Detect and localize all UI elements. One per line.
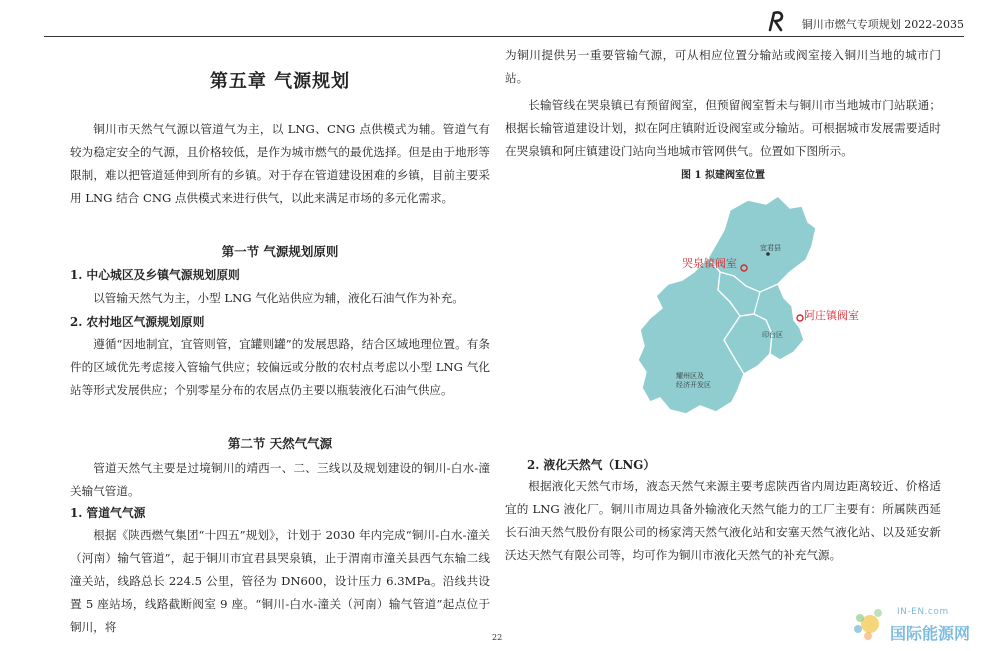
sub3-paragraph: 根据《陕西燃气集团“十四五”规划》，计划于 2030 年内完成“铜川-白水-潼关（河南）输气管道”，起于铜川市宜君县哭泉镇，止于渭南市潼关县西气东输二线潼关站，线路总长 224.5 公里，管径为 DN600，设计压力 6.3MPa。沿线共设置 5 座站场，线路截断阀室 9 座。“铜川-白水-潼关（河南）输气管道”起点位于铜川，将 [70,528,490,634]
sub3-title: 1. 管道气气源 [70,506,146,520]
sub2-paragraph: 遵循“因地制宜，宜管则管，宜罐则罐”的发展思路，结合区域地理位置。有条件的区域优先考虑接入管输气供应；较偏远或分散的农村点考虑以小型 LNG 气化站等形式发展供应；个别零星分布的农居点仍主要以瓶装液化石油气供应。 [70,337,490,397]
yintai-district-label: 印台区 [762,331,783,339]
watermark-url: IN-EN.com [897,607,949,617]
section1-title: 第一节 气源规划原则 [221,244,339,259]
intro-paragraph: 铜川市天然气气源以管道气为主，以 LNG、CNG 点供模式为辅。管道气有较为稳定安全的气源，且价格较低，是作为城市燃气的最优选择。但是由于地形等限制，难以把管道延伸到所有的乡镇。对于存在管道建设困难的乡镇，目前主要采用 LNG 结合 CNG 点供模式来进行供气，以此来满足市场的多元化需求。 [70,122,490,205]
azhuang-valve-label: 阿庄镇阀室 [804,309,859,322]
header-title: 铜川市燃气专项规划 2022-2035 [801,18,964,31]
watermark-brand: 国际能源网 [890,624,971,643]
section2-paragraph: 管道天然气主要是过境铜川的靖西一、二、三线以及规划建设的铜川-白水-潼关输气管道。 [70,461,490,498]
lng-title: 2. 液化天然气（LNG） [527,458,656,472]
sub1-title: 1. 中心城区及乡镇气源规划原则 [70,268,240,282]
figure-caption: 图 1 拟建阀室位置 [681,170,765,181]
section2-title: 第二节 天然气气源 [227,436,333,451]
yijun-county-label: 宜君县 [760,244,781,252]
chapter-title: 第五章 气源规划 [209,71,351,92]
kuquan-valve-label: 哭泉镇阀室 [682,257,737,270]
continued-paragraph: 为铜川提供另一重要管输气源，可从相应位置分输站或阀室接入铜川当地的城市门站。 [505,48,941,85]
yaozhou-district-label: 耀州区及 经济开发区 [676,372,711,389]
sub1-paragraph: 以管输天然气为主，小型 LNG 气化站供应为辅，液化石油气作为补充。 [93,291,464,305]
stylized-r-logo-icon [766,10,786,32]
azhuang-valve-marker [797,315,803,321]
lng-paragraph: 根据液化天然气市场，液态天然气来源主要考虑陕西省内周边距离较近、价格适宜的 LNG 液化厂。铜川市周边具备外输液化天然气能力的工厂主要有：所属陕西延长石油天然气股份有限公司的杨家湾天然气液化站和安塞天然气液化站、以及延安新沃达天然气有限公司等，均可作为铜川市液化天然气的补充气源。 [505,479,941,562]
sub2-title: 2. 农村地区气源规划原则 [70,315,205,329]
page-header [44,8,964,37]
pipeline-paragraph: 长输管线在哭泉镇已有预留阀室，但预留阀室暂未与铜川市当地城市门站联通；根据长输管道建设计划，拟在阿庄镇附近设阀室或分输站。可根据城市发展需要适时在哭泉镇和阿庄镇建设门站向当地城市管网供气。位置如下图所示。 [505,98,941,158]
page-number: 22 [492,633,503,642]
